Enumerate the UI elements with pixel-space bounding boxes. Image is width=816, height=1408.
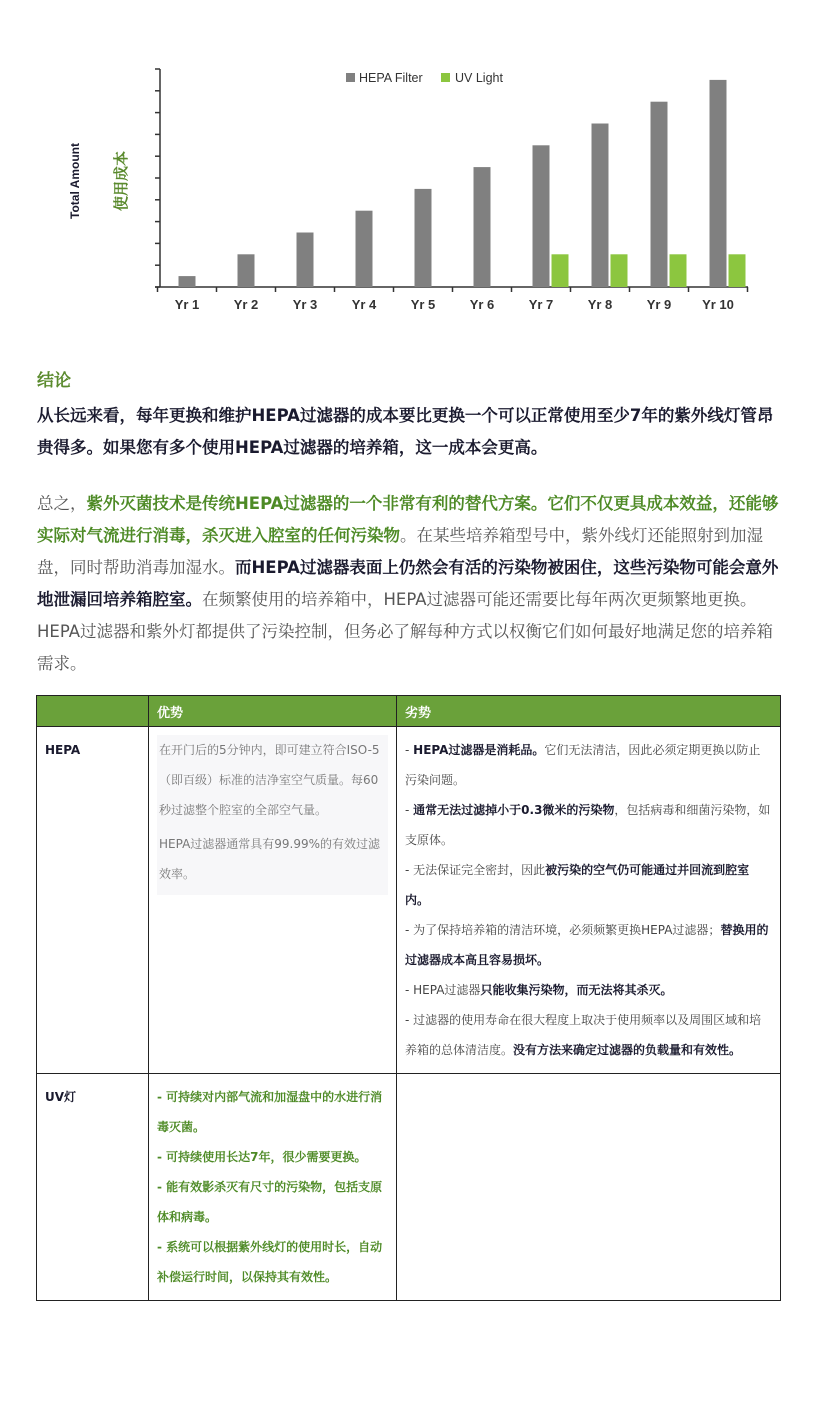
row-label-uv: UV灯 [37,1074,149,1301]
legend-swatch-hepa [346,73,355,82]
hepa-advantage-item: 在开门后的5分钟内，即可建立符合ISO-5（即百级）标准的洁净室空气质量。每60秒过滤整个腔室的全部空气量。 [159,743,380,817]
uv-advantages-cell [149,1074,397,1301]
bar-uv-light [729,254,746,287]
bar-hepa-filter [533,145,550,287]
hepa-disadvantage-item [405,915,772,975]
hepa-advantages-cell [149,727,397,1074]
chart-legend [346,71,503,85]
table-row-hepa [37,727,781,1074]
item-text: - 无法保证完全密封，因此 [405,863,546,877]
para2-uv-detail: 。在某些培养箱型号中，紫外线灯还能照射到加湿盘，同时帮助消毒加湿水。 [37,526,763,577]
bar-hepa-filter [297,233,314,288]
row-label-hepa: HEPA [37,727,149,1074]
item-bold: 被污染的空气仍可能通过并回流到腔室内。 [405,863,750,907]
item-bold: 替换用的过滤器成本高且容易损坏。 [405,923,769,967]
bar-hepa-filter [474,167,491,287]
item-text: ，包括病毒和细菌污染物，如支原体。 [405,803,771,847]
bar-hepa-filter [651,102,668,287]
header-advantages: 优势 [149,696,397,727]
item-text: - 为了保持培养箱的清洁环境，必须频繁更换HEPA过滤器； [405,923,721,937]
header-disadvantages: 劣势 [397,696,781,727]
item-text: 它们无法清洁，因此必须定期更换以防止污染问题。 [405,743,761,787]
conclusion-heading: 结论 [37,371,71,391]
uv-advantage-item: - 可持续对内部气流和加湿盘中的水进行消毒灭菌。 [157,1090,383,1134]
x-tick-label: Yr 4 [351,297,377,312]
bar-hepa-filter [356,211,373,287]
para2-intro: 总之， [37,494,87,513]
x-tick-label: Yr 3 [292,297,318,312]
uv-advantage-item: - 能有效影杀灭有尺寸的污染物，包括支原体和病毒。 [157,1180,383,1224]
bar-hepa-filter [592,124,609,288]
x-tick-labels [175,297,734,312]
x-tick-label: Yr 10 [702,297,734,312]
item-bold: 通常无法过滤掉小于0.3微米的污染物 [413,803,615,817]
x-tick-label: Yr 2 [233,297,259,312]
comparison-table [36,695,781,1301]
para2-hepa-highlight: 而HEPA过滤器表面上仍然会有活的污染物被困住，这些污染物可能会意外地泄漏回培养箱腔室。 [37,558,779,609]
cost-comparison-chart [0,0,816,330]
bar-uv-light [552,254,569,287]
hepa-disadvantage-item [405,795,772,855]
item-text: - HEPA过滤器 [405,983,481,997]
para2-closing: 在频繁使用的培养箱中，HEPA过滤器可能还需要比每年两次更频繁地更换。HEPA过滤器和紫外灯都提供了污染控制，但务必了解每种方式以权衡它们如何最好地满足您的培养箱需求。 [37,590,774,673]
hepa-disadvantages-list [405,735,772,1065]
y-axis-label-cn: 使用成本 [112,150,130,212]
item-bold: 只能收集污染物，而无法将其杀灭。 [480,983,673,997]
bar-hepa-filter [238,254,255,287]
para2-uv-highlight: 紫外灭菌技术是传统HEPA过滤器的一个非常有利的替代方案。它们不仅更具成本效益，还能够实际对气流进行消毒，杀灭进入腔室的任何污染物 [37,494,779,545]
conclusion-paragraph-2 [37,488,782,680]
hepa-disadvantage-item [405,735,772,795]
bar-hepa-filter [179,276,196,287]
uv-advantage-item: - 可持续使用长达7年，很少需要更换。 [157,1150,367,1164]
item-text: - [405,803,414,817]
bar-hepa-filter [710,80,727,287]
item-bold: HEPA过滤器是消耗品。 [413,743,545,757]
hepa-disadvantage-item [405,855,772,915]
x-tick-label: Yr 8 [587,297,613,312]
bar-hepa-filter [415,189,432,287]
hepa-advantage-item: HEPA过滤器通常具有99.99%的有效过滤效率。 [159,837,381,881]
table-header-row [37,696,781,727]
x-tick-label: Yr 5 [410,297,436,312]
chart-bars [179,80,746,287]
uv-advantages-list [157,1082,388,1292]
item-text: - 过滤器的使用寿命在很大程度上取决于使用频率以及周围区域和培养箱的总体清洁度。 [405,1013,762,1057]
bar-uv-light [611,254,628,287]
legend-swatch-uv [441,73,450,82]
x-tick-label: Yr 7 [528,297,554,312]
y-axis-label: Total Amount [68,143,82,219]
legend-label-hepa: HEPA Filter [359,71,423,85]
x-tick-label: Yr 9 [646,297,672,312]
header-blank [37,696,149,727]
x-tick-label: Yr 6 [469,297,495,312]
item-bold: 没有方法来确定过滤器的负载量和有效性。 [513,1043,742,1057]
x-tick-label: Yr 1 [174,297,200,312]
uv-disadvantages-cell [397,1074,781,1301]
uv-advantage-item: - 系统可以根据紫外线灯的使用时长，自动补偿运行时间，以保持其有效性。 [157,1240,383,1284]
conclusion-paragraph-1: 从长远来看，每年更换和维护HEPA过滤器的成本要比更换一个可以正常使用至少7年的紫外线灯管昂贵得多。如果您有多个使用HEPA过滤器的培养箱，这一成本会更高。 [37,406,774,457]
item-text: - [405,743,414,757]
hepa-disadvantages-cell [397,727,781,1074]
hepa-disadvantage-item [405,1005,772,1065]
hepa-disadvantage-item [405,975,772,1005]
table-row-uv [37,1074,781,1301]
legend-label-uv: UV Light [455,71,503,85]
hepa-advantages-box [157,735,388,895]
bar-uv-light [670,254,687,287]
